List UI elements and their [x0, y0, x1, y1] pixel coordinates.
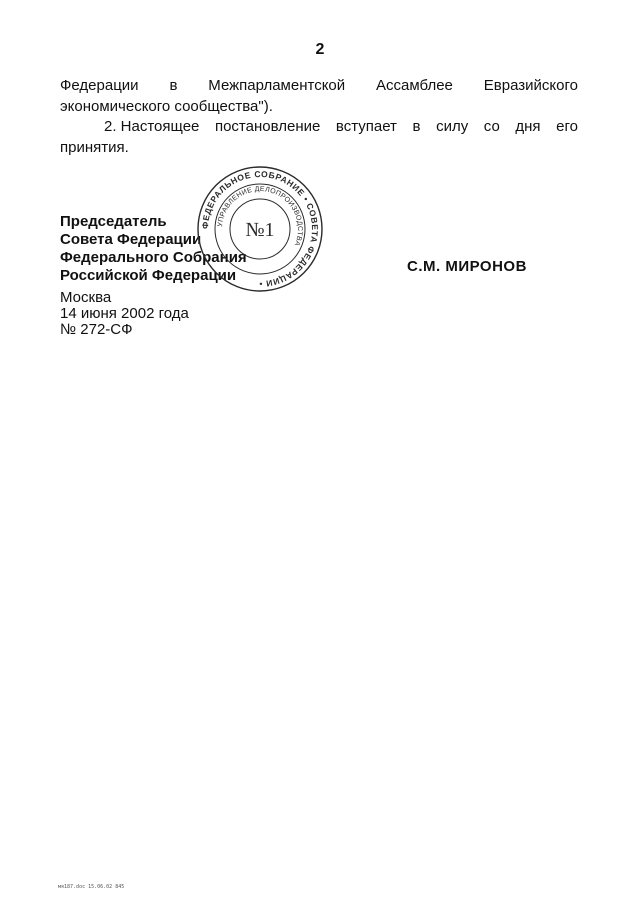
place-date-block: [60, 290, 189, 338]
word: силу: [436, 118, 469, 135]
word: Евразийского: [483, 77, 578, 94]
word: Межпарламентской: [208, 77, 346, 94]
official-stamp: [196, 165, 324, 293]
word: со: [483, 118, 500, 135]
paragraph-1-line-2: экономического сообщества").: [60, 98, 273, 115]
word: Федерации: [60, 77, 139, 94]
stamp-inner-text: УПРАВЛЕНИЕ ДЕЛОПРОИЗВОДСТВА: [217, 185, 304, 247]
word: дня: [515, 118, 541, 135]
page-number: 2: [315, 41, 325, 58]
word: в: [169, 77, 178, 94]
city: Москва: [60, 289, 112, 306]
word: вступает: [335, 118, 397, 135]
word: постановление: [214, 118, 321, 135]
date: 14 июня 2002 года: [60, 305, 189, 322]
stamp-outer-text: ФЕДЕРАЛЬНОЕ СОБРАНИЕ • СОВЕТА ФЕДЕРАЦИИ •: [199, 168, 321, 290]
document-number: № 272-СФ: [60, 321, 133, 338]
word: в: [412, 118, 421, 135]
paragraph-1: [60, 75, 578, 117]
signature-title-line: Российской Федерации: [60, 267, 237, 284]
paragraph-2: [60, 116, 578, 158]
word: Ассамблее: [376, 77, 453, 94]
signature-title-line: Совета Федерации: [60, 231, 202, 248]
word: 2. Настоящее: [104, 118, 200, 135]
signer-name: С.М. МИРОНОВ: [407, 258, 527, 275]
signature-title-line: Федерального Собрания: [60, 249, 247, 266]
stamp-number: №1: [245, 219, 275, 241]
paragraph-2-line-1: [60, 116, 578, 137]
paragraph-2-line-2: принятия.: [60, 139, 129, 156]
paragraph-1-line-1: [60, 75, 578, 96]
footer-code: мя187.doc 15.06.02 845: [58, 884, 125, 890]
signature-title-line: Председатель: [60, 213, 167, 230]
word: его: [556, 118, 578, 135]
